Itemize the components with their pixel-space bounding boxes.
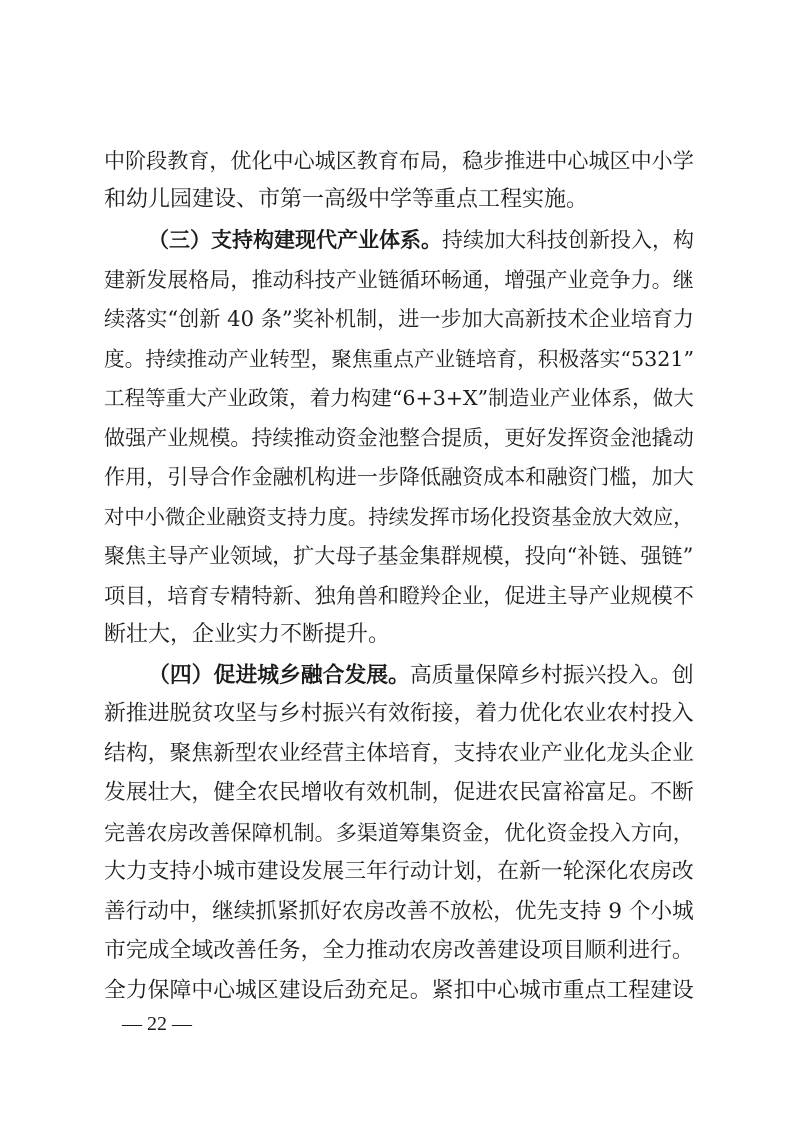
paragraph-line: 完善农房改善保障机制。多渠道筹集资金，优化资金投入方向， <box>104 820 694 845</box>
section-3-first-line-text: 持续加大科技创新投入，构 <box>442 228 694 252</box>
paragraph-line: 项目，培育专精特新、独角兽和瞪羚企业，促进主导产业规模不 <box>104 583 694 608</box>
paragraph-line: 建新发展格局，推动科技产业链循环畅通，增强产业竞争力。继 <box>104 267 694 292</box>
section-3-heading: （三）支持构建现代产业体系。 <box>148 227 442 252</box>
paragraph-line: 续落实“创新 40 条”奖补机制，进一步加大高新技术企业培育力 <box>104 306 695 331</box>
paragraph-line: 度。持续推动产业转型，聚焦重点产业链培育，积极落实“5321” <box>104 347 695 371</box>
paragraph-line: 大力支持小城市建设发展三年行动计划，在新一轮深化农房改 <box>104 859 694 884</box>
paragraph-line: 聚焦主导产业领域，扩大母子基金集群规模，投向“补链、强链” <box>104 543 694 568</box>
paragraph-line: 全力保障中心城区建设后劲充足。紧扣中心城市重点工程建设 <box>104 978 694 1003</box>
paragraph-line: 工程等重大产业政策，着力构建“6+3+X”制造业产业体系，做大 <box>104 386 694 410</box>
paragraph-line: 结构，聚焦新型农业经营主体培育，支持农业产业化龙头企业 <box>104 741 694 766</box>
paragraph-line: 和幼儿园建设、市第一高级中学等重点工程实施。 <box>104 187 589 212</box>
paragraph-line: 作用，引导合作金融机构进一步降低融资成本和融资门槛，加大 <box>104 464 694 489</box>
paragraph-line: 发展壮大，健全农民增收有效机制，促进农民富裕富足。不断 <box>104 780 694 805</box>
section-4-heading: （四）促进城乡融合发展。 <box>148 662 410 688</box>
paragraph-line: 断壮大，企业实力不断提升。 <box>104 622 391 647</box>
paragraph-line: 善行动中，继续抓紧抓好农房改善不放松，优先支持 9 个小城 <box>104 899 694 924</box>
paragraph-line: 中阶段教育，优化中心城区教育布局，稳步推进中心城区中小学 <box>104 148 694 173</box>
section-3-first-line <box>148 225 694 255</box>
paragraph-line: 新推进脱贫攻坚与乡村振兴有效衔接，着力优化农业农村投入 <box>104 701 694 726</box>
page-number: — 22 — <box>122 1013 192 1035</box>
section-4-first-line-text: 高质量保障乡村振兴投入。创 <box>409 663 694 688</box>
paragraph-line: 做强产业规模。持续推动资金池整合提质，更好发挥资金池撬动 <box>104 425 694 450</box>
paragraph-line: 市完成全域改善任务，全力推动农房改善建设项目顺利进行。 <box>104 938 694 963</box>
paragraph-line: 对中小微企业融资支持力度。持续发挥市场化投资基金放大效应， <box>104 505 694 529</box>
section-4-first-line <box>148 660 694 691</box>
